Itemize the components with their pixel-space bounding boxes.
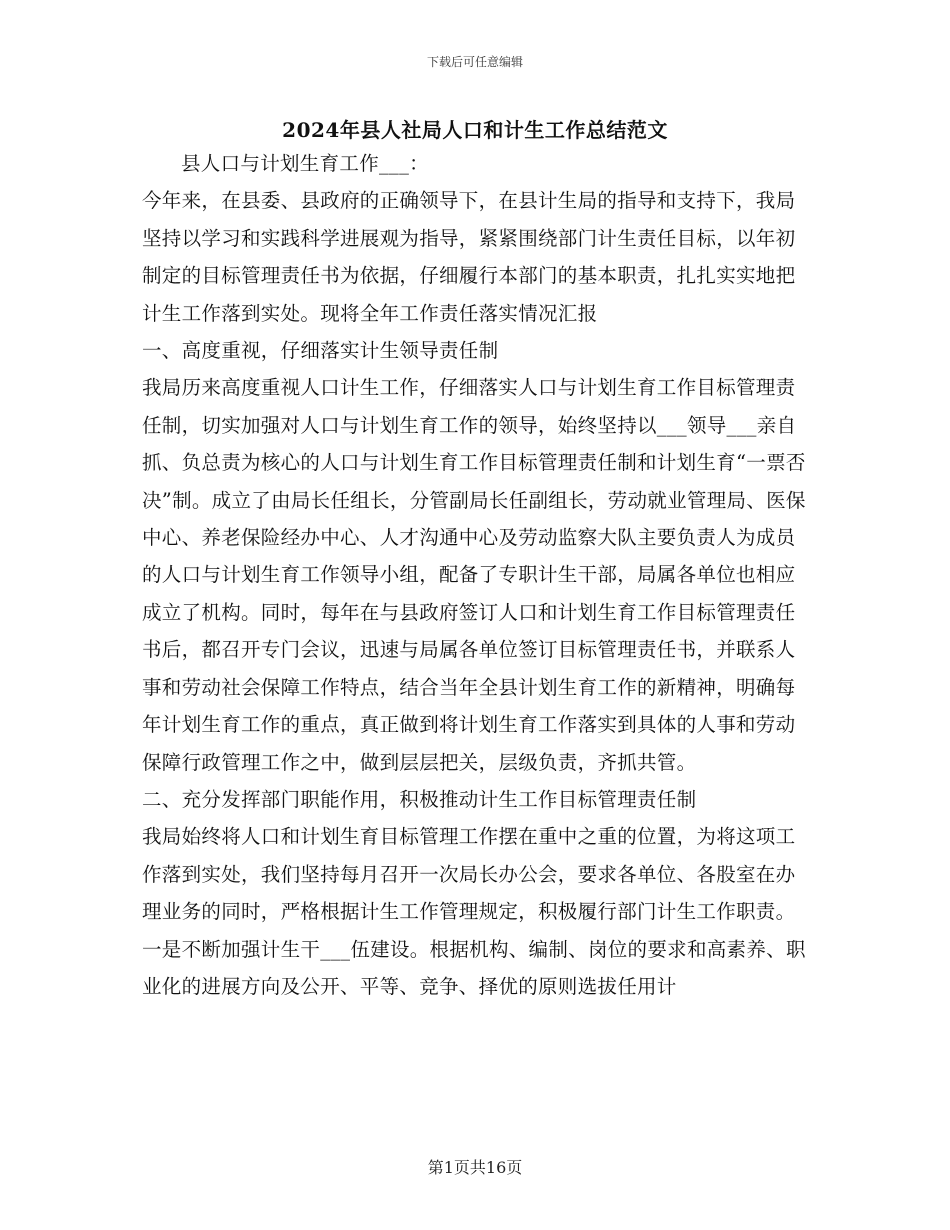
document-body [142, 145, 806, 1005]
page-number-footer: 第1页共16页 [427, 1158, 523, 1177]
section-heading: 二、充分发挥部门职能作用，积极推动计生工作目标管理责任制 [142, 787, 697, 811]
section-heading: 一、高度重视，仔细落实计生领导责任制 [142, 339, 499, 363]
salutation-paragraph: 县人口与计划生育工作___： [181, 152, 429, 175]
body-paragraph: 今年来，在县委、县政府的正确领导下，在县计生局的指导和支持下，我局坚持以学习和实践科学进展观为指导，紧紧围绕部门计生责任目标，以年初制定的目标管理责任书为依据，仔细履行本部门的基本职责，扎扎实实地把计生工作落到实处。现将全年工作责任落实情况汇报 [142, 189, 796, 325]
document-title: 2024年县人社局人口和计生工作总结范文 [282, 118, 668, 142]
body-paragraph: 一是不断加强计生干___伍建设。根据机构、编制、岗位的要求和高素养、职业化的进展方向及公开、平等、竞争、择优的原则选拔任用计 [142, 937, 806, 998]
body-paragraph: 我局历来高度重视人口计生工作，仔细落实人口与计划生育工作目标管理责任制，切实加强对人口与计划生育工作的领导，始终坚持以___领导___亲自抓、负总责为核心的人口与计划生育工作目标管理责任制和计划生育“一票否决”制。成立了由局长任组长，分管副局长任副组长，劳动就业管理局、医保中心、养老保险经办中心、人才沟通中心及劳动监察大队主要负责人为成员的人口与计划生育工作领导小组，配备了专职计生干部，局属各单位也相应成立了机构。同时，每年在与县政府签订人口和计划生育工作目标管理责任书后，都召开专门会议，迅速与局属各单位签订目标管理责任书，并联系人事和劳动社会保障工作特点，结合当年全县计划生育工作的新精神，明确每年计划生育工作的重点，真正做到将计划生育工作落实到具体的人事和劳动保障行政管理工作之中，做到层层把关，层级负责，齐抓共管。 [142, 376, 806, 774]
body-paragraph: 我局始终将人口和计划生育目标管理工作摆在重中之重的位置，为将这项工作落到实处，我们坚持每月召开一次局长办公会，要求各单位、各股室在办理业务的同时，严格根据计生工作管理规定，积极履行部门计生工作职责。 [142, 825, 796, 924]
header-note: 下载后可任意编辑 [426, 55, 523, 69]
